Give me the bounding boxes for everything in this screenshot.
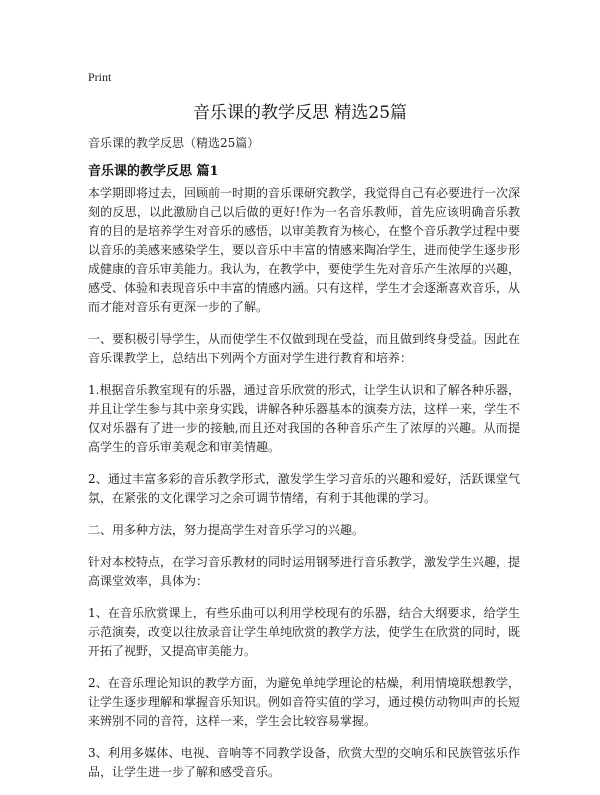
document-title: 音乐课的教学反思 精选25篇 bbox=[192, 103, 408, 123]
paragraph: 针对本校特点，在学习音乐教材的同时运用钢琴进行音乐教学，激发学生兴趣，提高课堂效率，具体为： bbox=[88, 555, 521, 588]
paragraph: 1、在音乐欣赏课上，有些乐曲可以利用学校现有的乐器，结合大纲要求，给学生示范演奏，改变以往放录音让学生单纯欣赏的教学方法，使学生在欣赏的同时，既开拓了视野，又提高审美能力。 bbox=[88, 606, 521, 658]
paragraph: 二、用多种方法，努力提高学生对音乐学习的兴趣。 bbox=[88, 523, 365, 537]
paragraph: 2、在音乐理论知识的教学方面，为避免单纯学理论的枯燥，利用情境联想教学，让学生逐步理解和掌握音乐知识。例如音符实值的学习，通过模仿动物叫声的长短来辨别不同的音符，这样一来，学生会比较容易掌握。 bbox=[88, 676, 521, 728]
paragraph: 3、利用多媒体、电视、音响等不同教学设备，欣赏大型的交响乐和民族管弦乐作品，让学生进一步了解和感受音乐。 bbox=[88, 746, 520, 779]
article-body bbox=[88, 184, 520, 795]
paragraph: 本学期即将过去，回顾前一时期的音乐课研究教学，我觉得自己有必要进行一次深刻的反思，以此激励自己以后做的更好!作为一名音乐教师，首先应该明确音乐教育的目的是培养学生对音乐的感悟，以审美教育为核心，在整个音乐教学过程中要以音乐的美感来感染学生，要以音乐中丰富的情感来陶冶学生，进而使学生逐步形成健康的音乐审美能力。我认为，在教学中，要使学生先对音乐产生浓厚的兴趣，感受、体验和表现音乐中丰富的情感内涵。只有这样，学生才会逐渐喜欢音乐，从而才能对音乐有更深一步的了解。 bbox=[88, 186, 521, 314]
section-heading: 音乐课的教学反思 篇1 bbox=[88, 164, 219, 179]
paragraph: 一、要积极引导学生，从而使学生不仅做到现在受益，而且做到终身受益。因此在音乐课教学上，总结出下列两个方面对学生进行教育和培养： bbox=[88, 332, 521, 365]
print-link[interactable]: Print bbox=[88, 70, 112, 84]
paragraph: 1.根据音乐教室现有的乐器，通过音乐欣赏的形式，让学生认识和了解各种乐器，并且让学生参与其中亲身实践，讲解各种乐器基本的演奏方法，这样一来，学生不仅对乐器有了进一步的接触,而且还对我国的各种音乐产生了浓厚的兴趣。从而提高学生的音乐审美观念和审美情趣。 bbox=[88, 383, 521, 454]
paragraph: 2、通过丰富多彩的音乐教学形式，激发学生学习音乐的兴趣和爱好，活跃课堂气氛，在紧张的文化课学习之余可调节情绪，有利于其他课的学习。 bbox=[88, 472, 520, 505]
document-subtitle: 音乐课的教学反思（精选25篇） bbox=[88, 136, 260, 150]
